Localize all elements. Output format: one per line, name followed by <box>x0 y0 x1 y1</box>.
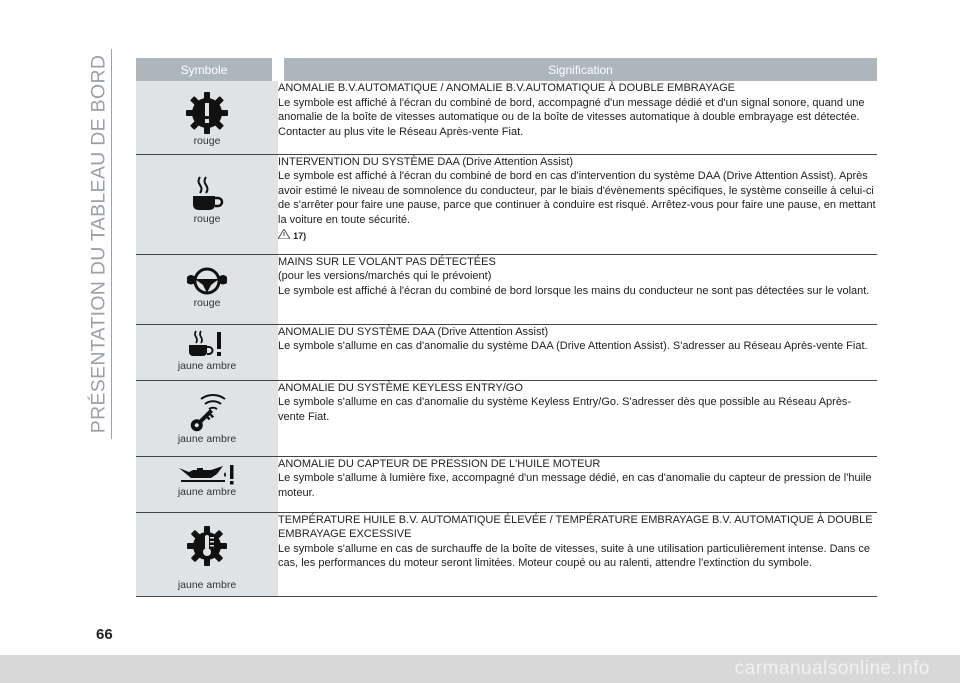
gear-exclamation-icon <box>185 91 229 135</box>
symbol-cell <box>136 456 278 512</box>
meaning-cell <box>278 324 877 380</box>
meaning-title: TEMPÉRATURE HUILE B.V. AUTOMATIQUE ÉLEVÉE / TEMPÉRATURE EMBRAYAGE B.V. AUTOMATIQUE À DOUBLE EMBRAYAGE EXCESSIVE <box>278 513 873 541</box>
table-header-row <box>136 58 877 81</box>
key-signal-icon <box>187 393 227 433</box>
meaning-text: Le symbole est affiché à l'écran du combiné de bord lorsque les mains du conducteur ne sont pas détectées sur le volant. <box>278 284 870 297</box>
symbol-table <box>136 58 877 597</box>
color-label: jaune ambre <box>177 432 237 445</box>
table-row <box>136 81 877 154</box>
symbol-cell <box>136 324 278 380</box>
meaning-title: MAINS SUR LE VOLANT PAS DÉTECTÉES <box>278 255 496 268</box>
symbol-cell <box>136 81 278 154</box>
color-label: rouge <box>193 135 221 147</box>
meaning-text: Le symbole s'allume en cas d'anomalie du système DAA (Drive Attention Assist). S'adresser au Réseau Après-vente Fiat. <box>278 340 868 353</box>
color-label: jaune ambre <box>177 485 237 498</box>
meaning-title: ANOMALIE DU SYSTÈME DAA (Drive Attention Assist) <box>278 325 549 338</box>
meaning-title: INTERVENTION DU SYSTÈME DAA (Drive Attention Assist) <box>278 155 574 168</box>
color-label: jaune ambre <box>177 578 237 591</box>
section-divider <box>111 49 112 439</box>
section-title <box>89 49 109 439</box>
header-symbol: Symbole <box>136 58 278 81</box>
symbol-cell <box>136 380 278 456</box>
table-row <box>136 380 877 456</box>
page-number: 66 <box>96 626 113 643</box>
symbol-cell <box>136 512 278 596</box>
coffee-cup-exclamation-icon <box>187 330 227 360</box>
meaning-cell <box>278 154 877 254</box>
oil-can-exclamation-icon <box>177 464 237 486</box>
header-meaning: Signification <box>278 58 877 81</box>
meaning-subtitle: (pour les versions/marchés qui le prévoient) <box>278 270 492 283</box>
meaning-cell <box>278 512 877 596</box>
meaning-cell <box>278 254 877 324</box>
section-title-text: PRÉSENTATION DU TABLEAU DE BORD <box>87 54 110 434</box>
gear-thermometer-icon <box>186 525 228 567</box>
color-label: jaune ambre <box>177 359 237 372</box>
meaning-text: Le symbole s'allume en cas de surchauffe de la boîte de vitesses, suite à une utilisation particulièrement intense. Dans ce cas, les performances du moteur seront limitées. Moteur coupé ou au ralenti, attendre l'extinction du symbole. <box>278 542 870 570</box>
table-row <box>136 254 877 324</box>
reference-number: 17) <box>293 231 307 242</box>
meaning-text: Le symbole s'allume à lumière fixe, accompagné d'un message dédié, en cas d'anomalie du capteur de pression de l'huile moteur. <box>278 472 872 499</box>
meaning-text: Le symbole s'allume en cas d'anomalie du système Keyless Entry/Go. S'adresser dès que possible au Réseau Après-vente Fiat. <box>278 396 852 423</box>
meaning-cell <box>278 380 877 456</box>
meaning-title: ANOMALIE B.V.AUTOMATIQUE / ANOMALIE B.V.AUTOMATIQUE À DOUBLE EMBRAYAGE <box>278 82 736 94</box>
steering-wheel-hands-icon <box>185 265 229 297</box>
meaning-title: ANOMALIE DU SYSTÈME KEYLESS ENTRY/GO <box>278 381 523 394</box>
table-row <box>136 324 877 380</box>
table-row <box>136 456 877 512</box>
warning-icon <box>278 229 290 239</box>
symbol-cell <box>136 254 278 324</box>
meaning-cell <box>278 456 877 512</box>
coffee-cup-icon <box>187 175 227 213</box>
symbol-cell <box>136 154 278 254</box>
meaning-text: Le symbole est affiché à l'écran du combiné de bord, accompagné d'un message dédié et d'un signal sonore, quand une anomalie de la boîte de vitesses automatique ou de la boîte de vitesses automatique à double embrayage est détectée. Contacter au plus vite le Réseau Après-vente Fiat. <box>278 96 865 138</box>
meaning-text: Le symbole est affiché à l'écran du combiné de bord en cas d'intervention du système DAA (Drive Attention Assist). Après avoir estimé le niveau de somnolence du conducteur, par le biais d'évènements spécifiques, le système conseille à celui-ci de s'arrêter pour faire une pause, parce que continuer à conduire est risqué. Arrêtez-vous pour faire une pause, en mettant la voiture en toute sécurité. <box>278 170 876 226</box>
color-label: rouge <box>193 296 221 309</box>
color-label: rouge <box>193 212 221 225</box>
table-row <box>136 154 877 254</box>
reference-note <box>278 229 306 244</box>
meaning-title: ANOMALIE DU CAPTEUR DE PRESSION DE L'HUILE MOTEUR <box>278 457 601 470</box>
watermark-text: carmanualsonline.info <box>734 658 930 679</box>
watermark-bar <box>0 655 960 683</box>
meaning-cell <box>278 81 877 154</box>
table-row <box>136 512 877 596</box>
